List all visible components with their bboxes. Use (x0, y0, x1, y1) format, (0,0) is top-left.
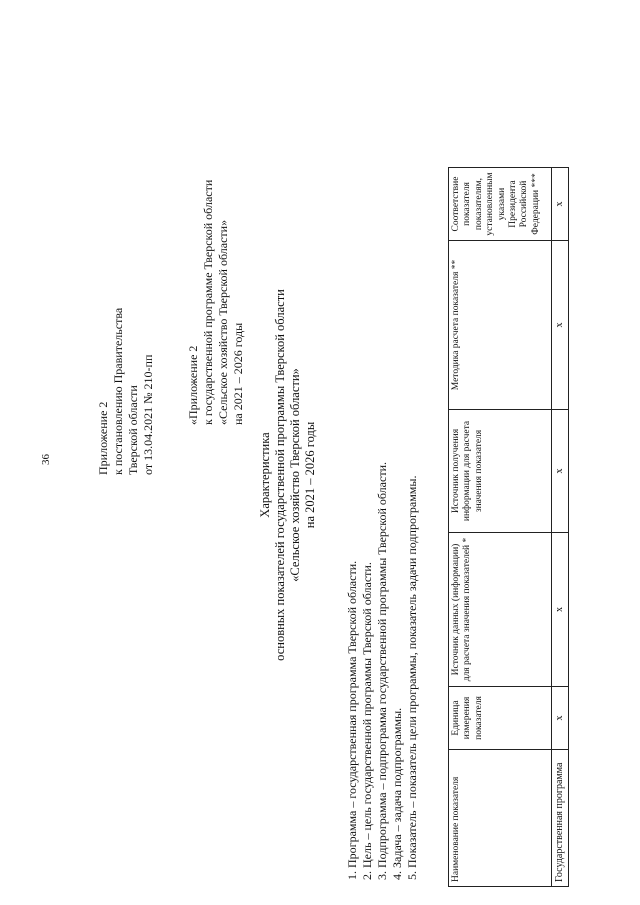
indicators-table (448, 167, 569, 887)
title-line: Характеристика (258, 432, 272, 518)
appendix-block (96, 308, 156, 475)
definition-item: 1. Программа – государственная программа Тверской области. (345, 560, 359, 880)
header-cell-name: Наименование показателя (449, 750, 552, 887)
table-cell: х (552, 168, 569, 241)
program-appendix-line: «Приложение 2 (186, 345, 200, 425)
table-cell: х (552, 687, 569, 750)
header-cell-unit: Единица измерения показателя (449, 687, 552, 750)
table-cell: Государственная программа (552, 750, 569, 887)
table-cell: х (552, 533, 569, 687)
title-line: основных показателей государственной программы Тверской области (273, 289, 287, 661)
table-row (552, 168, 569, 887)
program-appendix-line: на 2021 – 2026 годы (231, 322, 245, 425)
header-cell-compliance: Соответствие показателя показателям, установленным указами Президента Российской Федерации *** (449, 168, 552, 241)
title-line: «Сельское хозяйство Тверской области» (288, 368, 302, 582)
header-cell-info-source: Источник получения информации для расчета значения показателя (449, 410, 552, 533)
appendix-line: от 13.04.2021 № 210-пп (141, 354, 155, 475)
appendix-line: Тверской области (126, 385, 140, 475)
table-header-row (449, 168, 552, 887)
table-cell: х (552, 410, 569, 533)
appendix-line: к постановлению Правительства (111, 307, 125, 475)
program-appendix-line: «Сельское хозяйство Тверской области» (216, 219, 230, 425)
definitions-list (345, 462, 420, 880)
definition-item: 3. Подпрограмма – подпрограмма государственной программы Тверской области. (375, 462, 389, 880)
definition-item: 2. Цель – цель государственной программы Тверской области. (360, 562, 374, 880)
appendix-line: Приложение 2 (96, 401, 110, 475)
program-appendix-line: к государственной программе Тверской области (201, 179, 215, 425)
program-appendix-block (186, 180, 246, 425)
header-cell-data-source: Источник данных (информации) для расчета значения показателей * (449, 533, 552, 687)
definition-item: 4. Задача – задача подпрограммы. (390, 707, 404, 880)
document-title (258, 265, 318, 685)
title-line: на 2021 – 2026 годы (303, 421, 317, 529)
definition-item: 5. Показатель – показатель цели программы, показатель задачи подпрограммы. (405, 475, 419, 880)
table-cell: х (552, 241, 569, 410)
header-cell-method: Методика расчета показателя ** (449, 241, 552, 410)
page-number: 36 (40, 454, 52, 465)
